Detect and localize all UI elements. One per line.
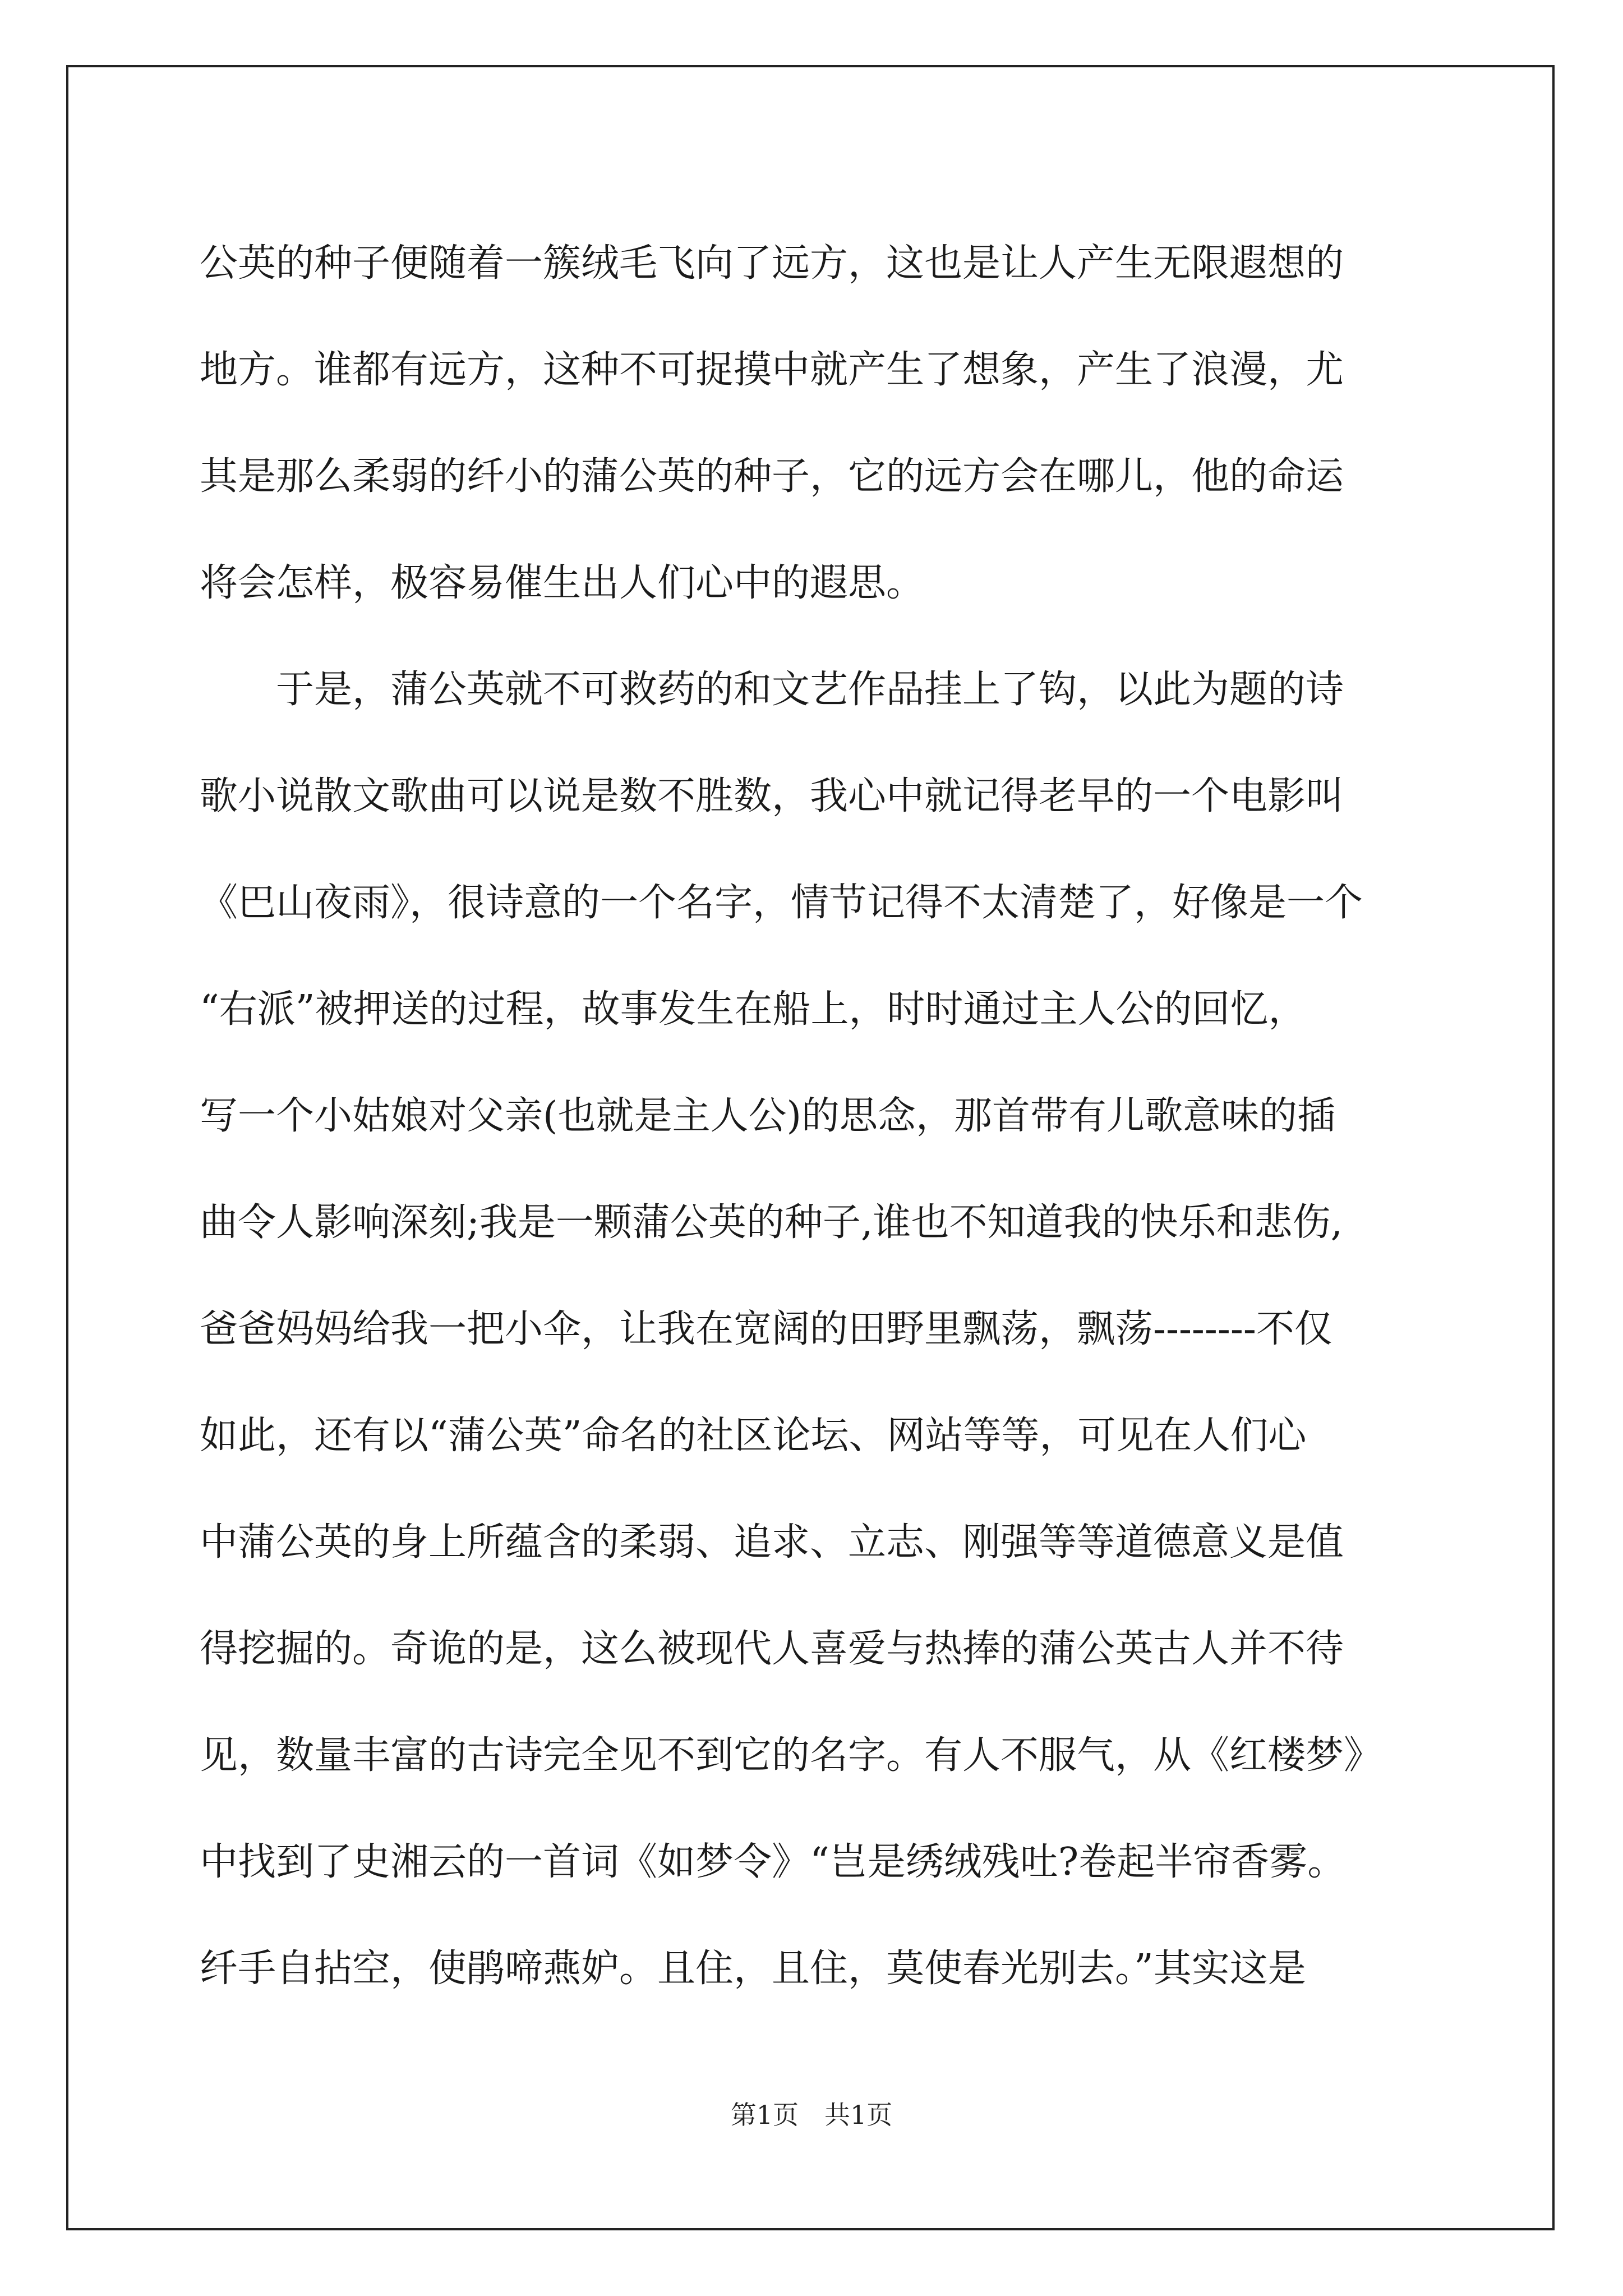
- text-line: 纤手自拈空，使鹃啼燕妒。且住，且住，莫使春光别去。”其实这是: [200, 1947, 1306, 1991]
- text-line: 曲令人影响深刻;我是一颗蒲公英的种子,谁也不知道我的快乐和悲伤,: [200, 1200, 1343, 1245]
- text-line: 得挖掘的。奇诡的是，这么被现代人喜爱与热捧的蒲公英古人并不待: [200, 1627, 1344, 1671]
- text-line: 《巴山夜雨》，很诗意的一个名字，情节记得不太清楚了，好像是一个: [200, 881, 1363, 925]
- text-line: 见，数量丰富的古诗完全见不到它的名字。有人不服气，从《红楼梦》: [200, 1733, 1382, 1778]
- text-line: 中找到了史湘云的一首词《如梦令》“岂是绣绒残吐?卷起半帘香雾。: [200, 1840, 1346, 1884]
- text-line: 其是那么柔弱的纤小的蒲公英的种子，它的远方会在哪儿，他的命运: [200, 454, 1344, 499]
- text-line: 歌小说散文歌曲可以说是数不胜数，我心中就记得老早的一个电影叫: [200, 774, 1344, 818]
- page-number: 第1页: [730, 2100, 799, 2130]
- text-line: “右派”被押送的过程，故事发生在船上，时时通过主人公的回忆，: [200, 987, 1307, 1032]
- text-line: 中蒲公英的身上所蕴含的柔弱、追求、立志、刚强等等道德意义是值: [200, 1520, 1344, 1565]
- page-total: 共1页: [824, 2100, 893, 2130]
- text-line: 如此，还有以“蒲公英”命名的社区论坛、网站等等，可见在人们心: [200, 1414, 1307, 1458]
- text-line: 公英的种子便随着一簇绒毛飞向了远方，这也是让人产生无限遐想的: [200, 241, 1344, 286]
- text-line: 爸爸妈妈给我一把小伞，让我在宽阔的田野里飘荡，飘荡--------不仅: [200, 1307, 1332, 1351]
- page-footer: [0, 2098, 1623, 2132]
- text-line: 将会怎样，极容易催生出人们心中的遐思。: [200, 561, 925, 605]
- text-line: 地方。谁都有远方，这种不可捉摸中就产生了想象，产生了浪漫，尤: [200, 348, 1344, 392]
- document-body: [200, 210, 1423, 2022]
- text-line: 写一个小姑娘对父亲(也就是主人公)的思念，那首带有儿歌意味的插: [200, 1094, 1336, 1138]
- text-line: 于是，蒲公英就不可救药的和文艺作品挂上了钩，以此为题的诗: [200, 668, 1344, 712]
